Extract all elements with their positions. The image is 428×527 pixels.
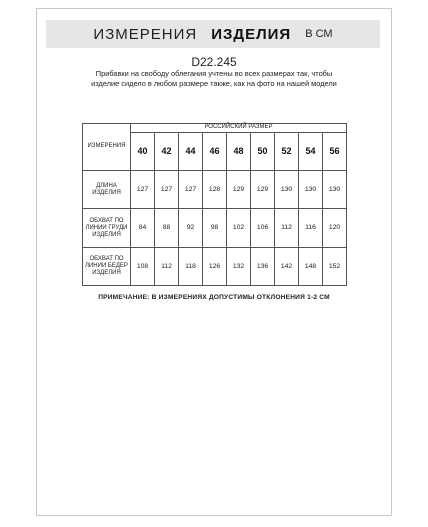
value-cell: 84 xyxy=(131,209,155,248)
size-cell: 44 xyxy=(179,133,203,171)
value-cell: 116 xyxy=(299,209,323,248)
value-cell: 136 xyxy=(251,248,275,286)
value-cell: 129 xyxy=(227,171,251,209)
tolerance-remark: ПРИМЕЧАНИЕ: В ИЗМЕРЕНИЯХ ДОПУСТИМЫ ОТКЛОНЕНИЯ 1-2 СМ xyxy=(98,294,330,301)
value-cell: 129 xyxy=(251,171,275,209)
row-label-length: ДЛИНА ИЗДЕЛИЯ xyxy=(83,171,131,209)
title-garment: ИЗДЕЛИЯ xyxy=(211,25,292,43)
value-cell: 108 xyxy=(131,248,155,286)
value-cell: 148 xyxy=(299,248,323,286)
value-cell: 142 xyxy=(275,248,299,286)
value-cell: 98 xyxy=(203,209,227,248)
value-cell: 88 xyxy=(155,209,179,248)
size-cell: 42 xyxy=(155,133,179,171)
page-title-band xyxy=(46,20,380,48)
value-cell: 120 xyxy=(323,209,347,248)
size-cell: 54 xyxy=(299,133,323,171)
title-units: В СМ xyxy=(305,28,333,40)
value-cell: 127 xyxy=(131,171,155,209)
value-cell: 106 xyxy=(251,209,275,248)
row-label-chest: ОБХВАТ ПО ЛИНИИ ГРУДИ ИЗДЕЛИЯ xyxy=(83,209,131,248)
value-cell: 112 xyxy=(155,248,179,286)
table-row xyxy=(83,209,347,248)
article-number: D22.245 xyxy=(191,55,237,69)
title-measurements: ИЗМЕРЕНИЯ xyxy=(93,25,198,43)
value-cell: 128 xyxy=(203,171,227,209)
size-table xyxy=(82,123,347,286)
value-cell: 127 xyxy=(179,171,203,209)
table-row xyxy=(83,171,347,209)
value-cell: 127 xyxy=(155,171,179,209)
value-cell: 130 xyxy=(299,171,323,209)
value-cell: 92 xyxy=(179,209,203,248)
size-cell: 48 xyxy=(227,133,251,171)
russian-size-header: РОССИЙСКИЙ РАЗМЕР xyxy=(131,124,347,133)
value-cell: 126 xyxy=(203,248,227,286)
size-cell: 46 xyxy=(203,133,227,171)
table-row xyxy=(83,248,347,286)
value-cell: 118 xyxy=(179,248,203,286)
value-cell: 132 xyxy=(227,248,251,286)
value-cell: 112 xyxy=(275,209,299,248)
value-cell: 130 xyxy=(275,171,299,209)
value-cell: 152 xyxy=(323,248,347,286)
size-cell: 52 xyxy=(275,133,299,171)
fit-note: Прибавки на свободу облегания учтены во всех размерах так, чтобы изделие сидело в любом размере также, как на фото на нашей модели xyxy=(91,69,337,88)
size-cell: 40 xyxy=(131,133,155,171)
value-cell: 130 xyxy=(323,171,347,209)
row-label-hips: ОБХВАТ ПО ЛИНИИ БЕДЕР ИЗДЕЛИЯ xyxy=(83,248,131,286)
size-cell: 56 xyxy=(323,133,347,171)
size-cell: 50 xyxy=(251,133,275,171)
value-cell: 102 xyxy=(227,209,251,248)
measurements-header-cell: ИЗМЕРЕНИЯ xyxy=(83,124,131,171)
